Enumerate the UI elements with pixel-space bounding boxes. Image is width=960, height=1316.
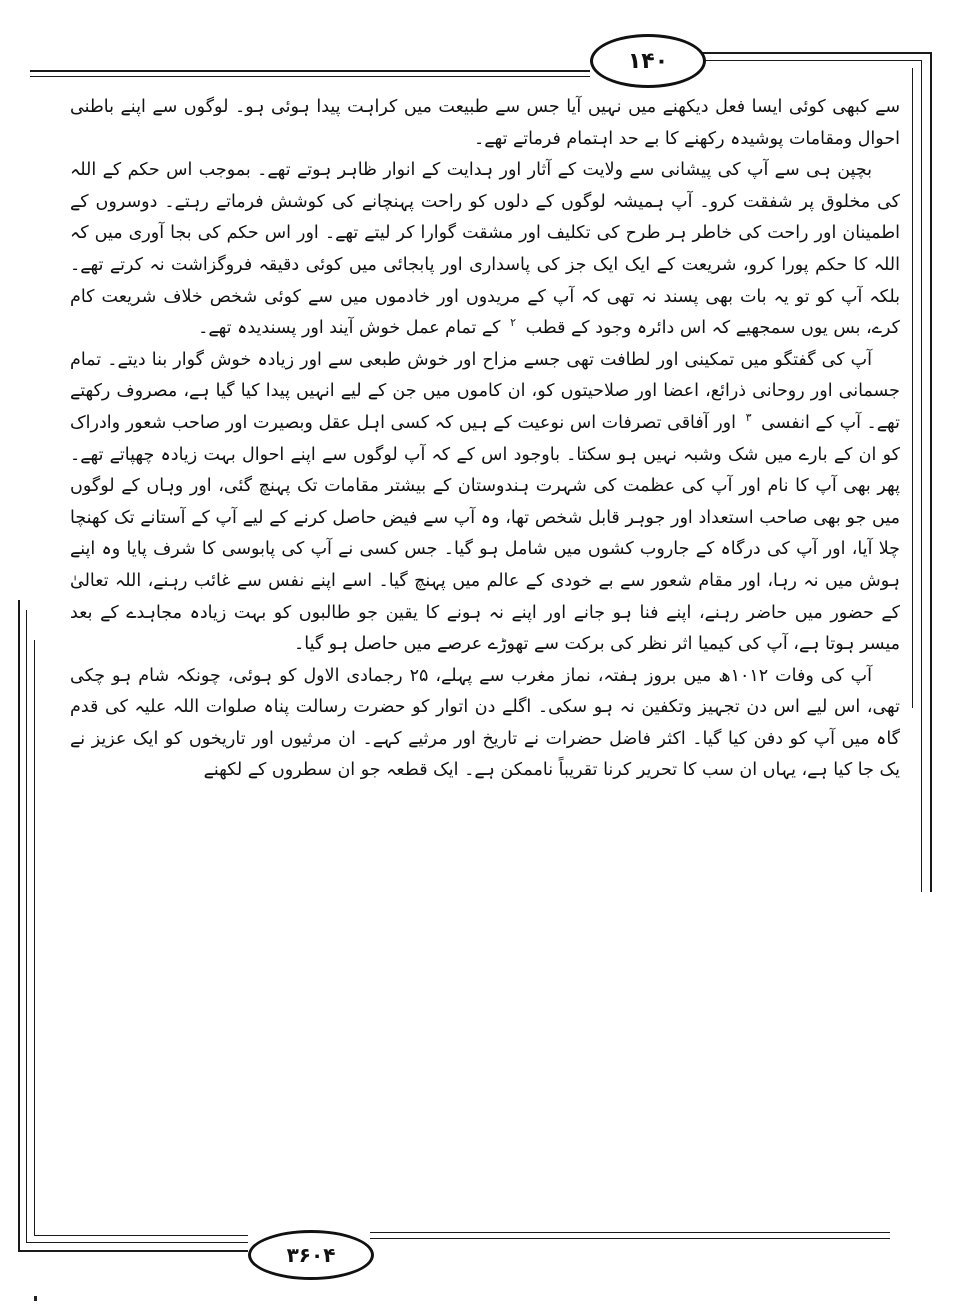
frame-line-bottom-left xyxy=(18,1250,248,1252)
frame-line-left-innermost xyxy=(34,640,35,1235)
paragraph-2 xyxy=(70,155,900,345)
frame-line-top-right xyxy=(700,52,930,54)
page-body-text xyxy=(70,92,900,1217)
paragraph-1 xyxy=(70,92,900,155)
paragraph-text: آپ کی گفتگو میں تمکینی اور لطافت تھی جسے مزاح اور خوش طبعی سے اور زیادہ خوش گوار بنا دیتے۔ تمام جسمانی اور روحانی ذرائع، اعضا اور صلاحیتوں کو، ان کاموں میں جن کے لیے انہیں پیدا کیا گیا ہے، مصروف رکھتے تھے۔ آپ کے انفسی xyxy=(70,349,900,433)
page-number-top: ۱۴۰ xyxy=(590,34,706,88)
frame-line-top xyxy=(30,70,590,72)
paragraph-text: بچپن ہی سے آپ کی پیشانی سے ولایت کے آثار اور ہدایت کے انوار ظاہر ہوتے تھے۔ بموجب اس حکم کے اللہ کی مخلوق پر شفقت کرو۔ آپ ہمیشہ لوگوں کے دلوں کو راحت پہنچانے کی کوشش فرماتے رہتے۔ دوسروں کے اطمینان اور راحت کی خاطر ہر طرح کی تکلیف اور مشقت گوارا کر لیتے تھے۔ اور اس حکم کی بجا آوری میں کہ اللہ کا حکم پورا کرو، شریعت کے ایک ایک جز کی پاسداری اور پابجائی میں کوئی دقیقہ فروگزاشت نہ کرتے تھے۔ بلکہ آپ کو تو یہ بات بھی پسند نہ تھی کہ آپ کے مریدوں اور خادموں میں سے کوئی شخص خلاف شریعت کام کرے، بس یوں سمجھیے کہ اس دائرہ وجود کے قطب xyxy=(70,160,900,339)
paragraph-text: کے تمام عمل خوش آیند اور پسندیدہ تھے۔ xyxy=(198,318,501,339)
footnote-marker[interactable]: ۲ xyxy=(510,316,516,330)
paragraph-text: سے کبھی کوئی ایسا فعل دیکھنے میں نہیں آیا جس سے طبیعت میں کراہت پیدا ہوئی ہو۔ لوگوں سے اپنے باطنی احوال ومقامات پوشیدہ رکھنے کا بے حد اہتمام فرماتے تھے۔ xyxy=(70,97,900,149)
frame-line-bottom-right xyxy=(370,1238,890,1239)
frame-line-left xyxy=(18,600,20,1250)
paragraph-4 xyxy=(70,661,900,787)
frame-line-top-inner xyxy=(30,76,590,77)
frame-line-bottom-left-innermost xyxy=(34,1235,248,1236)
frame-line-right-innermost xyxy=(912,68,913,708)
footnote-marker[interactable]: ۳ xyxy=(745,411,752,425)
frame-line-top-right-inner xyxy=(700,60,922,61)
scan-mark xyxy=(34,1296,37,1301)
paragraph-3 xyxy=(70,345,900,661)
frame-line-bottom-right-inner xyxy=(370,1232,890,1233)
frame-line-bottom-left-inner xyxy=(26,1242,248,1243)
page-number-bottom: ۳۶۰۴ xyxy=(248,1230,374,1280)
frame-line-right xyxy=(930,52,932,892)
paragraph-text: اور آفاقی تصرفات اس نوعیت کے ہیں کہ کسی اہل عقل وبصیرت اور صاحب شعور وادراک کو ان کے بارے میں شک وشبہ نہیں ہو سکتا۔ باوجود اس کے کہ آپ لوگوں سے اپنے احوال بہت زیادہ چھپاتے تھے۔ پھر بھی آپ کا نام اور آپ کی عظمت کی شہرت ہندوستان کے بیشتر مقامات تک پہنچ گئی، اور وہاں کے لوگوں میں جو بھی صاحب استعداد اور جوہر قابل شخص تھا، وہ آپ سے فیض حاصل کرنے کے لیے آپ کے آستانے تک کھنچا چلا آیا، اور آپ کی درگاہ کے جاروب کشوں میں شامل ہو گیا۔ جس کسی نے آپ کی پابوسی کا شرف پایا وہ اپنے ہوش میں نہ رہا، اور مقام شعور سے بے خودی کے عالم میں پہنچ گیا۔ اسے اپنے نفس سے غائب رہنے، اللہ تعالیٰ کے حضور میں حاضر رہنے، اپنے فنا ہو جانے اور اپنے نہ ہونے کا یقین جو طالبوں کو بہت زیادہ مجاہدے کے بعد میسر ہوتا ہے، آپ کی کیمیا اثر نظر کی برکت سے تھوڑے عرصے میں حاصل ہو گیا۔ xyxy=(70,412,900,655)
frame-line-left-inner xyxy=(26,610,27,1242)
paragraph-text: آپ کی وفات ۱۰۱۲ھ میں بروز ہفتہ، نماز مغرب سے پہلے، ۲۵ رجمادی الاول کو ہوئی، چونکہ شام ہو چکی تھی، اس لیے اس دن تجہیز وتکفین نہ ہو سکی۔ اگلے دن اتوار کو حضرت رسالت پناہ صلوات اللہ علیہ کی قدم گاہ میں آپ کو دفن کیا گیا۔ اکثر فاضل حضرات نے تاریخ اور مرثیے کہے۔ ان مرثیوں اور تاریخوں کو ایک عزیز نے یک جا کیا ہے، یہاں ان سب کا تحریر کرنا تقریباً ناممکن ہے۔ ایک قطعہ جو ان سطروں کے لکھنے xyxy=(70,665,900,781)
frame-line-right-inner xyxy=(921,60,922,892)
